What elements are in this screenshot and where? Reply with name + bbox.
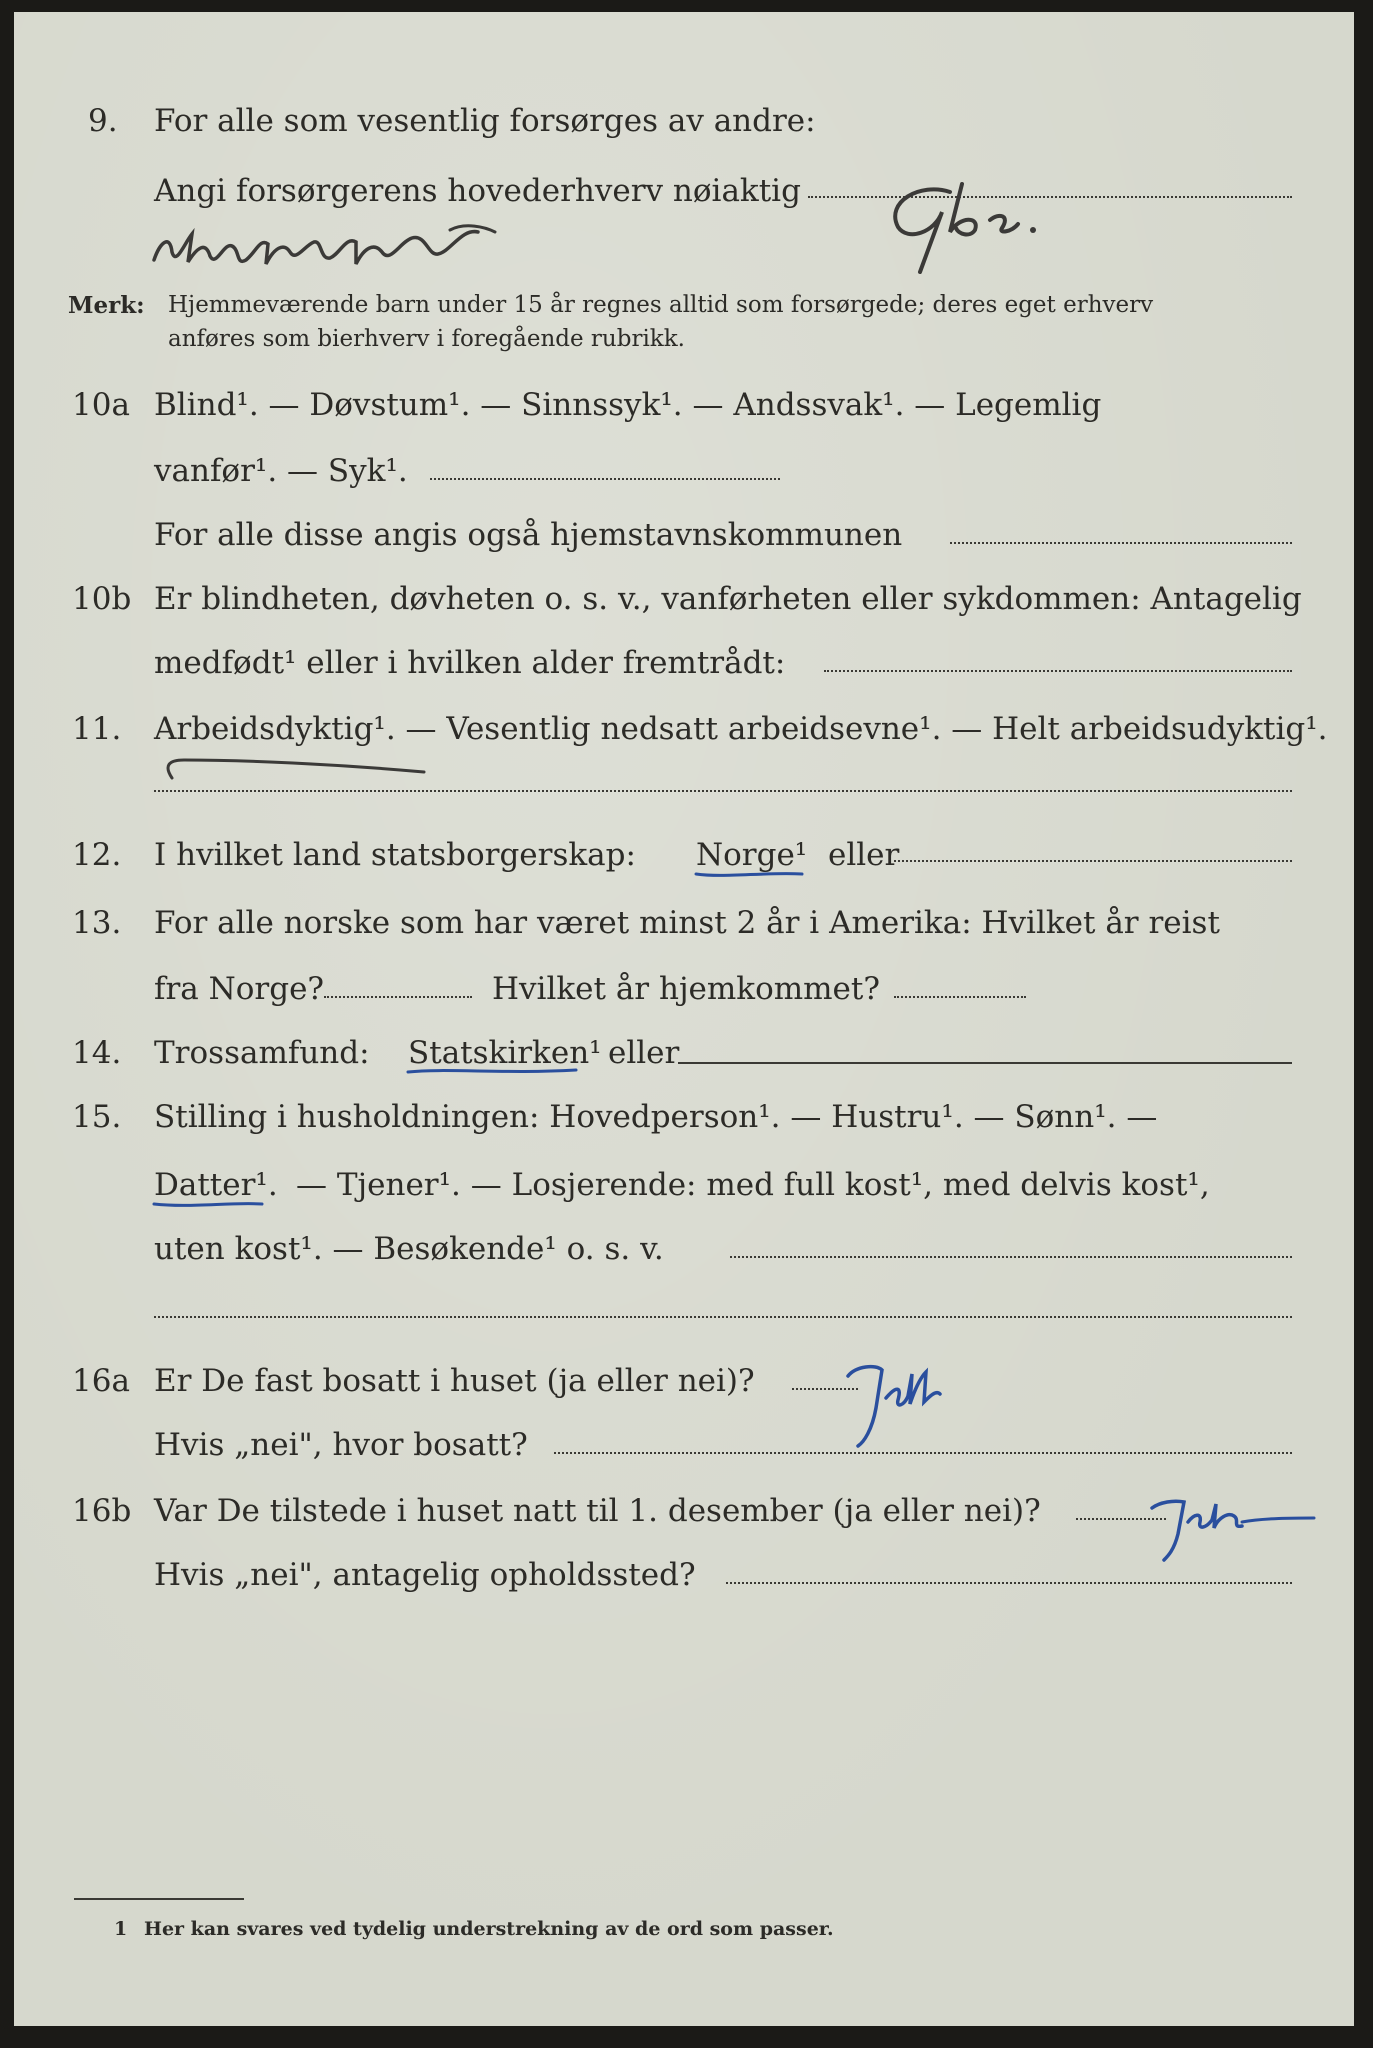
q16a-line2: Hvis „nei", hvor bosatt?	[154, 1427, 528, 1463]
footnote-text: Her kan svares ved tydelig understrekning av de ord som passer.	[144, 1918, 834, 1940]
q14-number: 14.	[72, 1035, 122, 1071]
q16a-line1: Er De fast bosatt i huset (ja eller nei)?	[154, 1363, 755, 1399]
q11-number: 11.	[72, 711, 122, 747]
q16b-line2: Hvis „nei", antagelig opholdssted?	[154, 1557, 696, 1593]
q14-text: Trossamfund:	[154, 1035, 370, 1071]
q16a-residence-line[interactable]	[554, 1452, 1292, 1454]
q11-line1: Arbeidsdyktig¹. — Vesentlig nedsatt arbeidsevne¹. — Helt arbeidsudyktig¹.	[154, 711, 1328, 747]
q9-handwritten-answer	[150, 172, 1130, 282]
q10a-number: 10a	[72, 387, 130, 423]
q12-answer-line[interactable]	[894, 860, 1292, 862]
q13-year-returned-line[interactable]	[894, 996, 1026, 998]
census-form-sheet	[14, 12, 1354, 2026]
q9-line2: Angi forsørgerens hovederhverv nøiaktig	[154, 173, 801, 209]
q12-or-label: eller	[828, 837, 900, 873]
q15-datter-underline	[150, 1198, 270, 1212]
q10b-line1: Er blindheten, døvheten o. s. v., vanførheten eller sykdommen: Antagelig	[154, 581, 1302, 617]
q15-answer-line[interactable]	[730, 1256, 1292, 1258]
q13-line2b: Hvilket år hjemkommet?	[492, 971, 880, 1007]
q13-line1: For alle norske som har været minst 2 år i Amerika: Hvilket år reist	[154, 905, 1220, 941]
q16b-line1: Var De tilstede i huset natt til 1. desember (ja eller nei)?	[154, 1493, 1041, 1529]
q16a-handwritten-answer	[830, 1346, 980, 1456]
q16b-number: 16b	[72, 1493, 132, 1529]
q13-number: 13.	[72, 905, 122, 941]
q12-number: 12.	[72, 837, 122, 873]
q11-handwritten-underline	[154, 748, 454, 788]
q13-line2a: fra Norge?	[154, 971, 325, 1007]
q15-option-datter[interactable]: Datter¹.	[154, 1167, 278, 1203]
q10b-number: 10b	[72, 581, 132, 617]
q12-option-norge[interactable]: Norge¹	[696, 837, 808, 873]
q16b-handwritten-answer	[1144, 1488, 1324, 1568]
footnote-mark: 1	[114, 1918, 128, 1940]
q14-or-label: eller	[608, 1035, 680, 1071]
q16a-number: 16a	[72, 1363, 130, 1399]
footnote-rule	[74, 1898, 244, 1900]
q9-line1: For alle som vesentlig forsørges av andre:	[154, 103, 816, 139]
q14-option-statskirken[interactable]: Statskirken¹	[408, 1035, 602, 1071]
q10a-answer-line[interactable]	[430, 478, 780, 480]
q14-statskirken-underline	[406, 1064, 586, 1078]
q13-year-left-line[interactable]	[324, 996, 472, 998]
q15-extra-line[interactable]	[154, 1316, 1292, 1318]
q12-norge-underline	[694, 868, 806, 882]
q10b-line2: medfødt¹ eller i hvilken alder fremtrådt:	[154, 645, 786, 681]
q16b-whereabouts-line[interactable]	[726, 1582, 1292, 1584]
q10b-answer-line[interactable]	[824, 670, 1292, 672]
merk-label: Merk:	[68, 292, 145, 319]
q11-answer-line[interactable]	[154, 790, 1292, 792]
q9-number: 9.	[88, 103, 118, 139]
q10a-line1: Blind¹. — Døvstum¹. — Sinnssyk¹. — Andssvak¹. — Legemlig	[154, 387, 1102, 423]
q15-line3: uten kost¹. — Besøkende¹ o. s. v.	[154, 1231, 664, 1267]
merk-line2: anføres som bierhverv i foregående rubrikk.	[168, 326, 685, 352]
merk-line1: Hjemmeværende barn under 15 år regnes alltid som forsørgede; deres eget erhverv	[168, 292, 1154, 318]
q15-line2: — Tjener¹. — Losjerende: med full kost¹, med delvis kost¹,	[296, 1167, 1210, 1203]
q10a-line2: vanfør¹. — Syk¹.	[154, 453, 408, 489]
q12-text: I hvilket land statsborgerskap:	[154, 837, 636, 873]
q14-answer-line[interactable]	[678, 1062, 1292, 1064]
q15-line1: Stilling i husholdningen: Hovedperson¹. — Hustru¹. — Sønn¹. —	[154, 1099, 1158, 1135]
q15-number: 15.	[72, 1099, 122, 1135]
q10a-line3: For alle disse angis også hjemstavnskommunen	[154, 517, 903, 553]
q10a-home-municipality-line[interactable]	[950, 542, 1292, 544]
